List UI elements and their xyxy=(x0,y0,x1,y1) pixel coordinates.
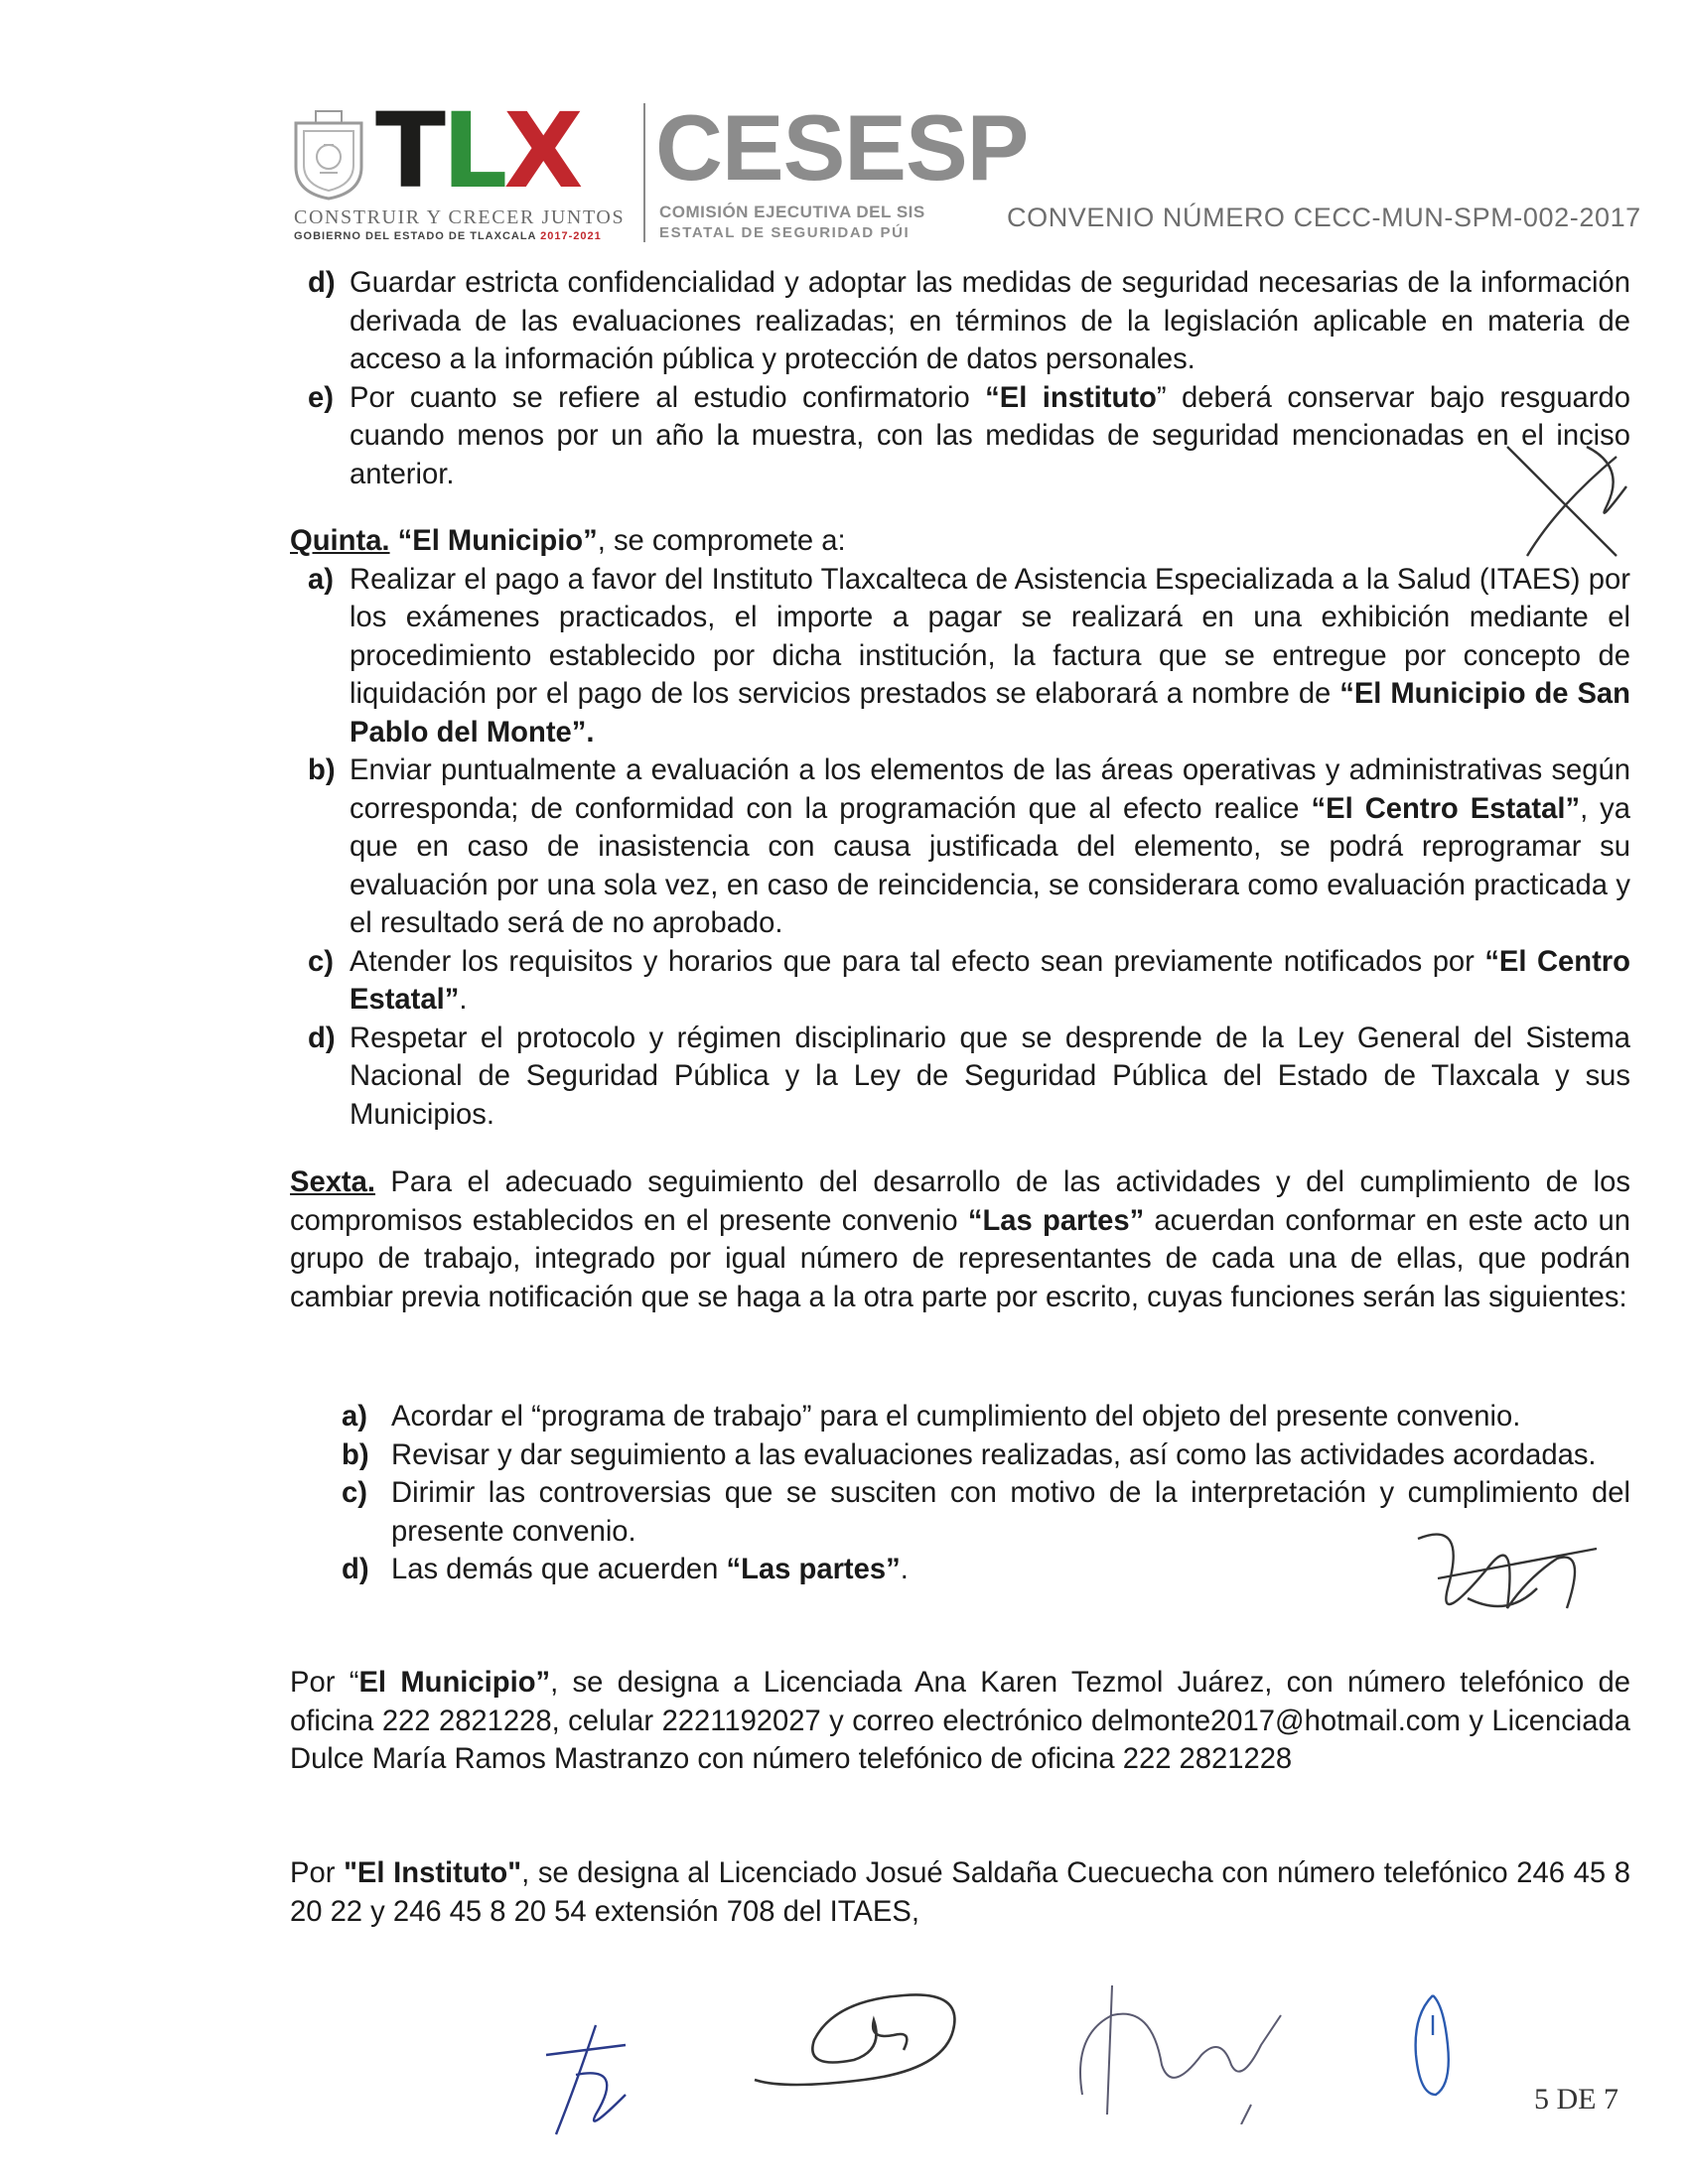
clause-quinta xyxy=(290,522,1630,1134)
list-item: d) Guardar estricta confidencialidad y adoptar las medidas de seguridad necesarias de la información derivada de las evaluaciones realizadas; en términos de la legislación aplicable en materia de acceso a la información pública y protección de datos personales. xyxy=(308,267,1630,375)
list-item: a) Acordar el “programa de trabajo” para el cumplimiento del objeto del presente convenio. xyxy=(342,1401,1521,1433)
initial-signature-middle xyxy=(1408,1509,1607,1648)
signature-2 xyxy=(745,1980,983,2100)
government-name: GOBIERNO DEL ESTADO DE TLAXCALA 2017-2021 xyxy=(294,230,602,242)
initial-signature-top xyxy=(1487,427,1636,566)
clause-sexta xyxy=(290,1163,1630,1316)
page-number: 5 DE 7 xyxy=(1534,2083,1618,2116)
list-item: a) Realizar el pago a favor del Instituto Tlaxcalteca de Asistencia Especializada a la Salud (ITAES) por los exámenes practicados, el importe a pagar se realizará en una exhibición mediante el procedimiento establecido por dicha institución, la factura que se entregue por concepto de liquidación por el pago de los servicios prestados se elaborará a nombre de “El Municipio de San Pablo del Monte”. xyxy=(308,563,1630,749)
signature-1 xyxy=(536,2015,645,2144)
cesesp-subtitle-2: ESTATAL DE SEGURIDAD PÚI xyxy=(659,224,911,241)
clause-heading: Quinta. “El Municipio”, se compromete a: xyxy=(290,525,846,557)
agreement-number: CONVENIO NÚMERO CECC-MUN-SPM-002-2017 xyxy=(1007,203,1641,232)
cuarta-items xyxy=(290,264,1630,493)
clause-paragraph: Sexta. Para el adecuado seguimiento del desarrollo de las actividades y del cumplimiento de los compromisos establecidos en el presente convenio “Las partes” acuerdan conformar en este acto un grupo de trabajo, integrado por igual número de representantes de cada una de ellas, que podrán cambiar previa notificación que se haga a la otra parte por escrito, cuyas funciones serán las siguientes: xyxy=(290,1166,1630,1313)
designation-municipio: Por “El Municipio”, se designa a Licenciada Ana Karen Tezmol Juárez, con número telefónico de oficina 222 2821228, celular 2221192027 y correo electrónico delmonte2017@hotmail.com y Licenciada Dulce María Ramos Mastranzo con número telefónico de oficina 222 2821228 xyxy=(290,1667,1630,1775)
list-item: c) Atender los requisitos y horarios que para tal efecto sean previamente notificados por “El Centro Estatal”. xyxy=(308,945,1630,1016)
list-item: b) Enviar puntualmente a evaluación a los elementos de las áreas operativas y administrativas según corresponda; de conformidad con la programación que al efecto realice “El Centro Estatal”, ya que en caso de inasistencia con causa justificada del elemento, se podrá reprogramar su evaluación por una sola vez, en caso de reincidencia, se considerara como evaluación practicada y el resultado será de no aprobado. xyxy=(308,754,1631,939)
list-item: d) Respetar el protocolo y régimen disciplinario que se desprende de la Ley General del Sistema Nacional de Seguridad Pública y la Ley de Seguridad Pública del Estado de Tlaxcala y sus Municipios. xyxy=(308,1022,1630,1131)
list-item: b) Revisar y dar seguimiento a las evaluaciones realizadas, así como las actividades acordadas. xyxy=(342,1438,1597,1471)
designation-instituto: Por "El Instituto", se designa al Licenciado Josué Saldaña Cuecuecha con número telefónico 246 45 8 20 22 y 246 45 8 20 54 extensión 708 del ITAES, xyxy=(290,1857,1630,1928)
list-item: d) Las demás que acuerden “Las partes”. xyxy=(342,1554,909,1585)
header-divider xyxy=(643,103,645,242)
cesesp-logo: CESESP xyxy=(655,95,1029,200)
tlaxcala-crest-icon xyxy=(290,109,367,201)
tlx-logo: TLX xyxy=(375,90,580,211)
list-item: e) Por cuanto se refiere al estudio confirmatorio “El instituto” deberá conservar bajo resguardo cuando menos por un año la muestra, con las medidas de seguridad mencionadas en el inciso anterior. xyxy=(308,381,1630,490)
signature-3 xyxy=(1053,1976,1311,2124)
list-item: c) Dirimir las controversias que se susciten con motivo de la interpretación y cumplimiento del presente convenio. xyxy=(342,1477,1630,1548)
signature-4 xyxy=(1408,1985,1458,2105)
government-motto: CONSTRUIR Y CRECER JUNTOS xyxy=(294,206,626,228)
cesesp-subtitle-1: COMISIÓN EJECUTIVA DEL SIS xyxy=(659,203,925,221)
